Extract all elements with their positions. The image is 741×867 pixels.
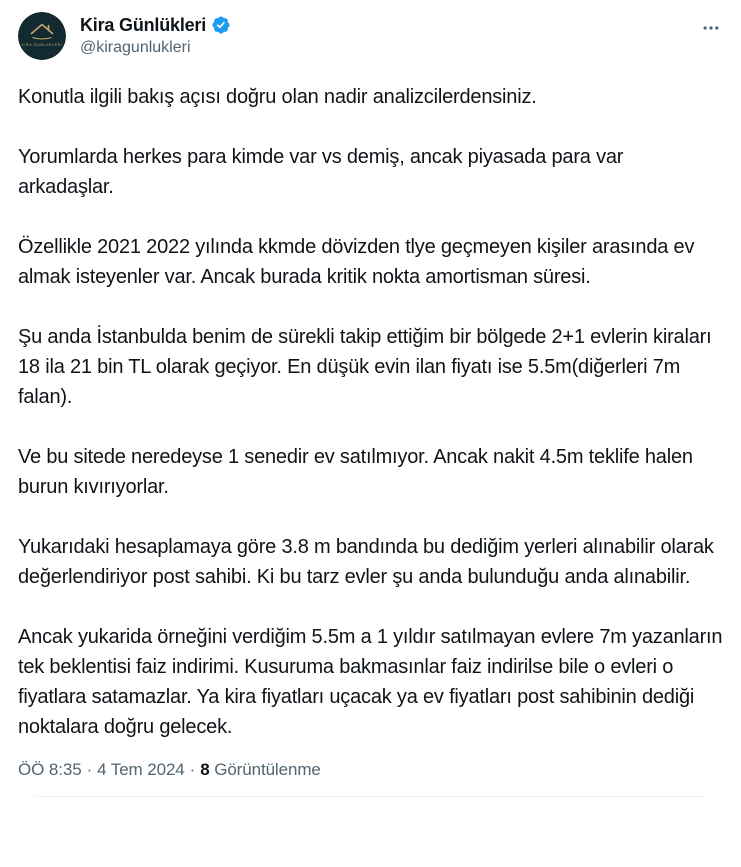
display-name: Kira Günlükleri [80, 15, 207, 35]
tweet-text [18, 82, 723, 742]
timestamp: ÖÖ 8:35 [18, 760, 82, 779]
more-button[interactable] [699, 12, 723, 44]
tweet-paragraph: Şu anda İstanbulda benim de sürekli takip ettiğim bir bölgede 2+1 evlerin kiraları 18 ila 21 bin TL olarak geçiyor. En düşük evin ilan fiyatı ise 5.5m(diğerleri 7m falan). [18, 326, 712, 408]
tweet-paragraph: Özellikle 2021 2022 yılında kkmde dövizden tlye geçmeyen kişiler arasında ev almak isteyenler var. Ancak burada kritik nokta amortisman süresi. [18, 236, 695, 288]
date: 4 Tem 2024 [97, 760, 185, 779]
tweet-paragraph: Yukarıdaki hesaplamaya göre 3.8 m bandında bu dediğim yerleri alınabilir olarak değerlendiriyor post sahibi. Ki bu tarz evler şu anda bulunduğu anda alınabilir. [18, 536, 714, 588]
views-link[interactable] [200, 760, 321, 779]
avatar[interactable] [18, 12, 66, 60]
meta-separator: · [189, 760, 196, 779]
more-icon [701, 18, 721, 38]
user-info [80, 12, 231, 60]
divider [34, 796, 707, 797]
tweet-meta [18, 759, 723, 780]
meta-separator: · [86, 760, 93, 779]
tweet-header [18, 12, 723, 60]
tweet-paragraph: Ancak yukarida örneğini verdiğim 5.5m a 1 yıldır satılmayan evlere 7m yazanların tek beklentisi faiz indirimi. Kusuruma bakmasınlar faiz indirilse bile o evleri o fiyatlara satamazlar. Ya kira fiyatları uçacak ya ev fiyatları post sahibinin dediği noktalara doğru gelecek. [18, 626, 723, 738]
tweet-paragraph: Yorumlarda herkes para kimde var vs demiş, ancak piyasada para var arkadaşlar. [18, 146, 624, 198]
verified-badge-icon [211, 15, 231, 35]
user-handle[interactable]: @kiragunlukleri [80, 39, 191, 56]
avatar-logo-icon [18, 12, 66, 60]
user-name-link[interactable] [80, 14, 231, 36]
svg-text:KIRA GÜNLÜKLERİ: KIRA GÜNLÜKLERİ [21, 43, 63, 47]
views-count: 8 [200, 760, 210, 779]
views-label: Görüntülenme [214, 760, 321, 779]
tweet-paragraph: Konutla ilgili bakış açısı doğru olan nadir analizcilerdensiniz. [18, 86, 537, 108]
tweet-paragraph: Ve bu sitede neredeyse 1 senedir ev satılmıyor. Ancak nakit 4.5m teklife halen burun kıvırıyorlar. [18, 446, 693, 498]
